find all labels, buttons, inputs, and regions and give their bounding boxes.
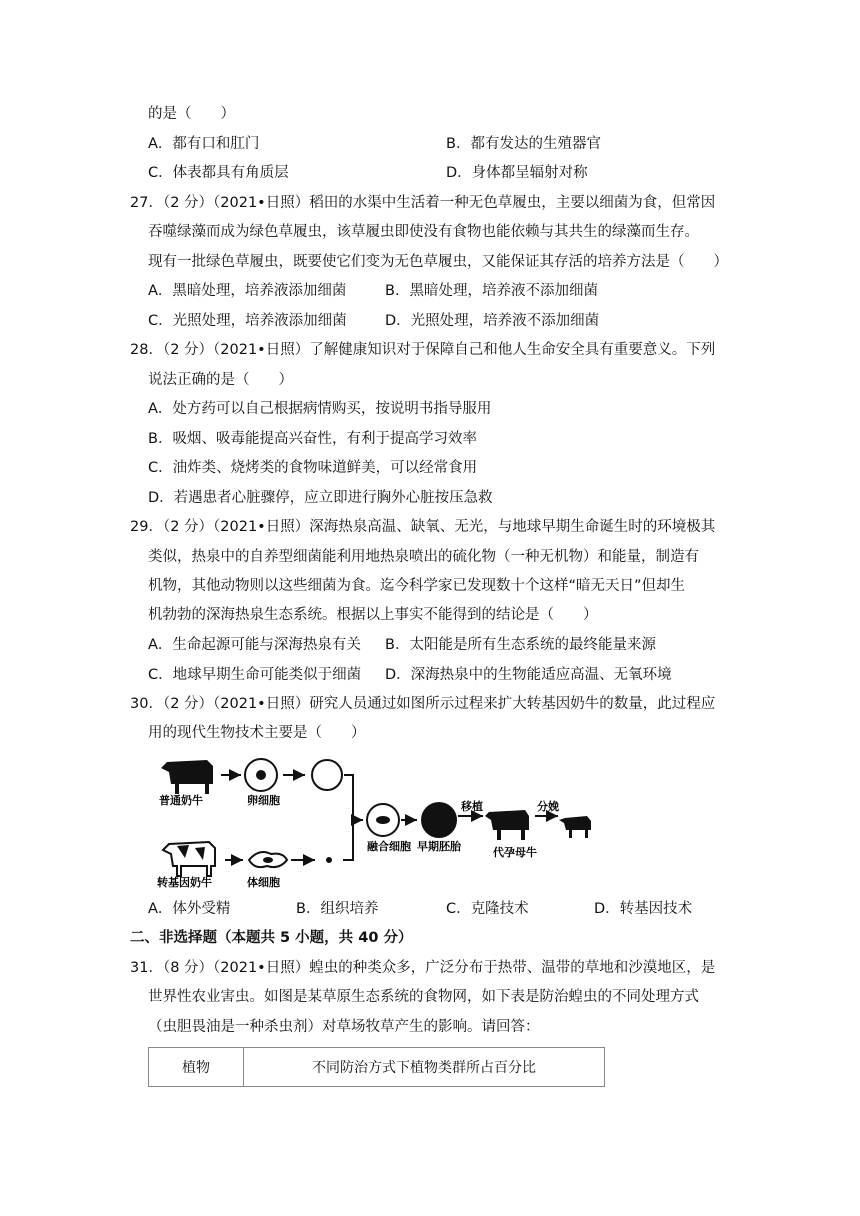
q28-option-d: D．若遇患者心脏骤停，应立即进行胸外心脏按压急救 [148,490,493,506]
label-transplant: 移植 [461,801,483,813]
cloned-calf-icon [559,816,591,838]
q29-option-a: A．生命起源可能与深海热泉有关 [148,637,361,653]
q29-option-d: D．深海热泉中的生物能适应高温、无氧环境 [385,667,672,683]
label-egg-cell: 卵细胞 [247,795,280,807]
label-early-embryo: 早期胚胎 [417,841,461,853]
q27-option-c: C．光照处理，培养液添加细菌 [148,313,347,329]
q28-stem-line-1: 28．（2 分）（2021•日照）了解健康知识对于保障自己和他人生命安全具有重要意义。下列 [130,342,716,358]
q28-option-a: A．处方药可以自己根据病情购买，按说明书指导服用 [148,401,492,417]
q29-stem-line-1: 29．（2 分）（2021•日照）深海热泉高温、缺氧、无光，与地球早期生命诞生时的环境极其 [130,519,716,535]
q30-stem-line-1: 30．（2 分）（2021•日照）研究人员通过如图所示过程来扩大转基因奶牛的数量，此过程应 [130,696,716,712]
table-header-row [149,1048,605,1087]
q27-stem-line-1: 27．（2 分）（2021•日照）稻田的水渠中生活着一种无色草履虫，主要以细菌为食，但常因 [130,195,716,211]
q27-option-d: D．光照处理，培养液不添加细菌 [385,313,600,329]
nucleus-icon [326,857,332,863]
early-embryo-icon [422,803,456,837]
table-header-percentage: 不同防治方式下植物类群所占百分比 [244,1048,605,1087]
egg-cell-icon [245,759,277,791]
q26-stem-tail: 的是（ ） [148,106,235,122]
label-surrogate-cow: 代孕母牛 [493,847,537,859]
somatic-cell-icon [249,852,287,867]
surrogate-cow-icon [485,810,529,840]
fused-cell-icon [367,804,399,836]
enucleated-egg-icon [312,760,342,790]
q31-table [148,1047,605,1087]
q28-stem-line-2: 说法正确的是（ ） [148,372,293,388]
q27-stem-line-3: 现有一批绿色草履虫，既要使它们变为无色草履虫，又能保证其存活的培养方法是（ ） [148,254,728,270]
q26-option-d: D．身体都呈辐射对称 [446,165,588,181]
q29-option-c: C．地球早期生命可能类似于细菌 [148,667,362,683]
q29-stem-line-4: 机勃勃的深海热泉生态系统。根据以上事实不能得到的结论是（ ） [148,607,598,623]
section-heading: 二、非选择题（本题共 5 小题，共 40 分） [130,930,413,946]
q28-option-b: B．吸烟、吸毒能提高兴奋性，有利于提高学习效率 [148,431,477,447]
q30-stem-line-2: 用的现代生物技术主要是（ ） [148,725,366,741]
q30-option-c: C．克隆技术 [446,901,529,917]
label-fused-cell: 融合细胞 [367,841,411,853]
q27-stem-line-2: 吞噬绿藻而成为绿色草履虫，该草履虫即使没有食物也能依赖与其共生的绿藻而生存。 [148,224,699,240]
q29-option-b: B．太阳能是所有生态系统的最终能量来源 [385,637,656,653]
q27-option-b: B．黑暗处理，培养液不添加细菌 [385,283,598,299]
q29-stem-line-2: 类似，热泉中的自养型细菌能利用地热泉喷出的硫化物（一种无机物）和能量，制造有 [148,549,699,565]
q31-stem-line-3: （虫胆畏油是一种杀虫剂）对草场牧草产生的影响。请回答： [148,1019,540,1035]
q29-stem-line-3: 机物，其他动物则以这些细菌为食。迄今科学家已发现数十个这样“暗无天日”但却生 [148,578,686,594]
label-transgenic-cow: 转基因奶牛 [157,877,212,888]
transgenic-cow-icon [163,842,215,876]
q27-option-a: A．黑暗处理，培养液添加细菌 [148,283,347,299]
label-somatic-cell: 体细胞 [247,877,280,888]
q30-option-a: A．体外受精 [148,901,231,917]
q31-stem-line-2: 世界性农业害虫。如图是某草原生态系统的食物网，如下表是防治蝗虫的不同处理方式 [148,989,699,1005]
q26-option-c: C．体表都具有角质层 [148,165,289,181]
normal-cow-icon [161,760,213,794]
label-normal-cow: 普通奶牛 [159,795,203,807]
q31-stem-line-1: 31．（8 分）（2021•日照）蝗虫的种类众多，广泛分布于热带、温带的草地和沙漠地区，是 [130,960,716,976]
q30-option-b: B．组织培养 [296,901,379,917]
q26-option-b: B．都有发达的生殖器官 [446,136,601,152]
q30-option-d: D．转基因技术 [594,901,693,917]
label-birth: 分娩 [537,801,559,813]
q28-option-c: C．油炸类、烧烤类的食物味道鲜美，可以经常食用 [148,460,478,476]
q26-option-a: A．都有口和肛门 [148,136,260,152]
cloning-process-diagram [155,748,595,888]
table-header-plant: 植物 [149,1048,244,1087]
